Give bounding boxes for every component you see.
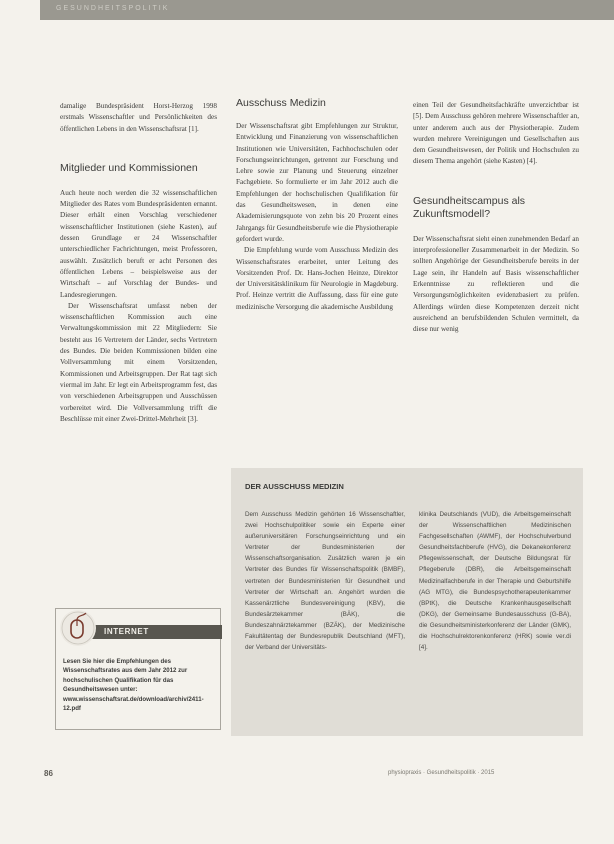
info-box-text-right: klinika Deutschlands (VUD), die Arbeitsgemeinschaft der Wissenschaftlichen Medizinischen Fachgesellschaften (AWMF), der Hochschulverbund Gesundheitsfachberufe (HVG), die Dekanekonferenz Pflegewissenschaft, der Deutsche Bildungsrat für Pflegeberufe (DBR), die Arbeitsgemeinschaft Medizinalfachberufe in der Therapie und Geburtshilfe (AG MTG), die Bundespsychotherapeutenkammer (BPtK), die Deutsche Krankenhausgesellschaft (DKG), der Gemeinsame Bundesausschuss (G-BA), die Gesundheitsministerkonferenz der Länder (GMK), die Hochschulrektorenkonferenz (HRK) sowie ver.di [4]. xyxy=(419,511,571,652)
info-box-text-left: Dem Ausschuss Medizin gehörten 16 Wissenschaftler, zwei Hochschulpolitiker sowie ein Experte einer außeruniversitären Forschungseinrichtung und ein Vertreter der Bundesministerien der Wissenschaftsorganisation. Zusätzlich waren je ein Vertreter des Bundes für Wissenschaftspolitik (BMBF), vertreten der Bundesministerien für Gesundheit und Vertreter der Wirtschaft an. Angehört wurden die Kassenärztliche Bundesvereinigung (KBV), die Bundesärztekammer (BÄK), die Bundeszahnärztekammer (BZÄK), der Medizinische Fakultätentag der Bundesrepublik Deutschland (MFT), der Verband der Universitäts- xyxy=(245,511,405,652)
section-rubric: GESUNDHEITSPOLITIK xyxy=(56,5,170,12)
column-middle xyxy=(236,97,398,313)
paragraph: Der Wissenschaftsrat gibt Empfehlungen zur Struktur, Entwicklung und Finanzierung von wissenschaftlichen Institutionen wie Universitäten, Fachhochschulen oder Forschungseinrichtungen, getrennt zur Forschung und Lehre sowie zur Planung und Steuerung einzelner Fachgebiete. So formulierte er im Jahr 2012 auch die Empfehlungen der hochschulischen Qualifikation für das Gesundheitswesen, in denen eine Akademisierungsquote von zehn bis 20 Prozent eines Jahrgangs für Gesundheitsberufe wie die Physiotherapie gefordert wurde. xyxy=(236,122,398,243)
paragraph: damalige Bundespräsident Horst-Herzog 1998 erstmals Wissenschaftler und Persönlichkeiten des öffentlichen Lebens in den Wissenschaftsrat [1]. xyxy=(60,102,217,133)
column-left xyxy=(60,101,217,425)
paragraph: Die Empfehlung wurde vom Ausschuss Medizin des Wissenschaftsrates erarbeitet, unter Leitung des Vorsitzenden Prof. Dr. Hans-Jochen Heinze, Direktor der Universitätsklinikum für Neurologie in Magdeburg. Prof. Heinze vertritt die Auffassung, dass für eine gute medizinische Versorgung die akademische Ausbildung xyxy=(236,246,398,311)
paragraph: einen Teil der Gesundheitsfachkräfte unverzichtbar ist [5]. Dem Ausschuss gehören mehrere Wissenschaftler an, unter anderem auch aus der Physiotherapie. Zudem wurden mehrere Vereinigungen und Gesellschaften aus dem Gesundheitswesen, der Politik und Hochschulen zu diesem Thema angehört (siehe Kasten) [4]. xyxy=(413,101,579,166)
internet-text: Lesen Sie hier die Empfehlungen des Wissenschaftsrates aus dem Jahr 2012 zur hochschulischen Qualifikation für das Gesundheitswesen unter: www.wissenschaftsrat.de/download/archiv/2411-12.pdf xyxy=(63,658,204,713)
running-footer: physiopraxis · Gesundheitspolitik · 2015 xyxy=(388,770,495,776)
paragraph: Der Wissenschaftsrat sieht einen zunehmenden Bedarf an interprofessioneller Zusammenarbeit in der Medizin. So sollten Angehörige der Gesundheitsberufe bereits in der Lage sein, ihr Handeln auf Basis wissenschaftlicher Erkenntnisse zu reflektieren und die Versorgungsmöglichkeiten evidenzbasiert zu prüfen. Allerdings würden diese Kompetenzen derzeit nicht ausreichend an berufsbildenden Schulen vermittelt, da diese nur wenig xyxy=(413,234,579,334)
internet-label: INTERNET xyxy=(104,627,149,636)
heading-gesundheitscampus: Gesundheitscampus als Zukunftsmodell? xyxy=(413,194,526,220)
column-right xyxy=(413,100,579,335)
info-box-title: DER AUSSCHUSS MEDIZIN xyxy=(245,482,344,491)
heading-ausschuss-medizin: Ausschuss Medizin xyxy=(236,97,326,109)
computer-mouse-icon xyxy=(60,610,96,646)
info-box-internet xyxy=(55,608,221,730)
heading-mitglieder: Mitglieder und Kommissionen xyxy=(60,161,198,174)
page-number: 86 xyxy=(44,769,53,778)
paragraph: Auch heute noch werden die 32 wissenschaftlichen Mitglieder des Rates vom Bundespräsidenten ernannt. Dieser erhält einen Vorschlag verschiedener wissenschaftlicher Institutionen (siehe Kasten), auf dessen Grundlage er 24 Wissenschaftler unterschiedlicher Fachrichtungen, meist Professoren, auswählt. Zusätzlich beruft er acht Personen des öffentlichen Lebens – beispielsweise aus der Wirtschaft – auf Vorschlag der Bundes- und Landesregierungen. xyxy=(60,188,217,299)
info-box-ausschuss-medizin xyxy=(231,468,583,736)
paragraph: Der Wissenschaftsrat umfasst neben der wissenschaftlichen Kommission auch eine Verwaltungskommission mit 22 Mitgliedern: Sie besteht aus 16 Vertretern der Länder, sechs Vertretern des Bundes. Die beiden Kommissionen bilden eine Vollversammlung mit einem Vorsitzenden, Kommissionen und Arbeitsgruppen. Der Rat tagt sich viermal im Jahr. Er legt ein Arbeitsprogramm fest, das von verschiedenen Arbeitsgruppen und Ausschüssen vorbereitet wird. Die Vollversammlung trifft die Beschlüsse mit einer Zwei-Drittel-Mehrheit [3]. xyxy=(60,301,217,423)
section-header-bar xyxy=(40,0,614,20)
